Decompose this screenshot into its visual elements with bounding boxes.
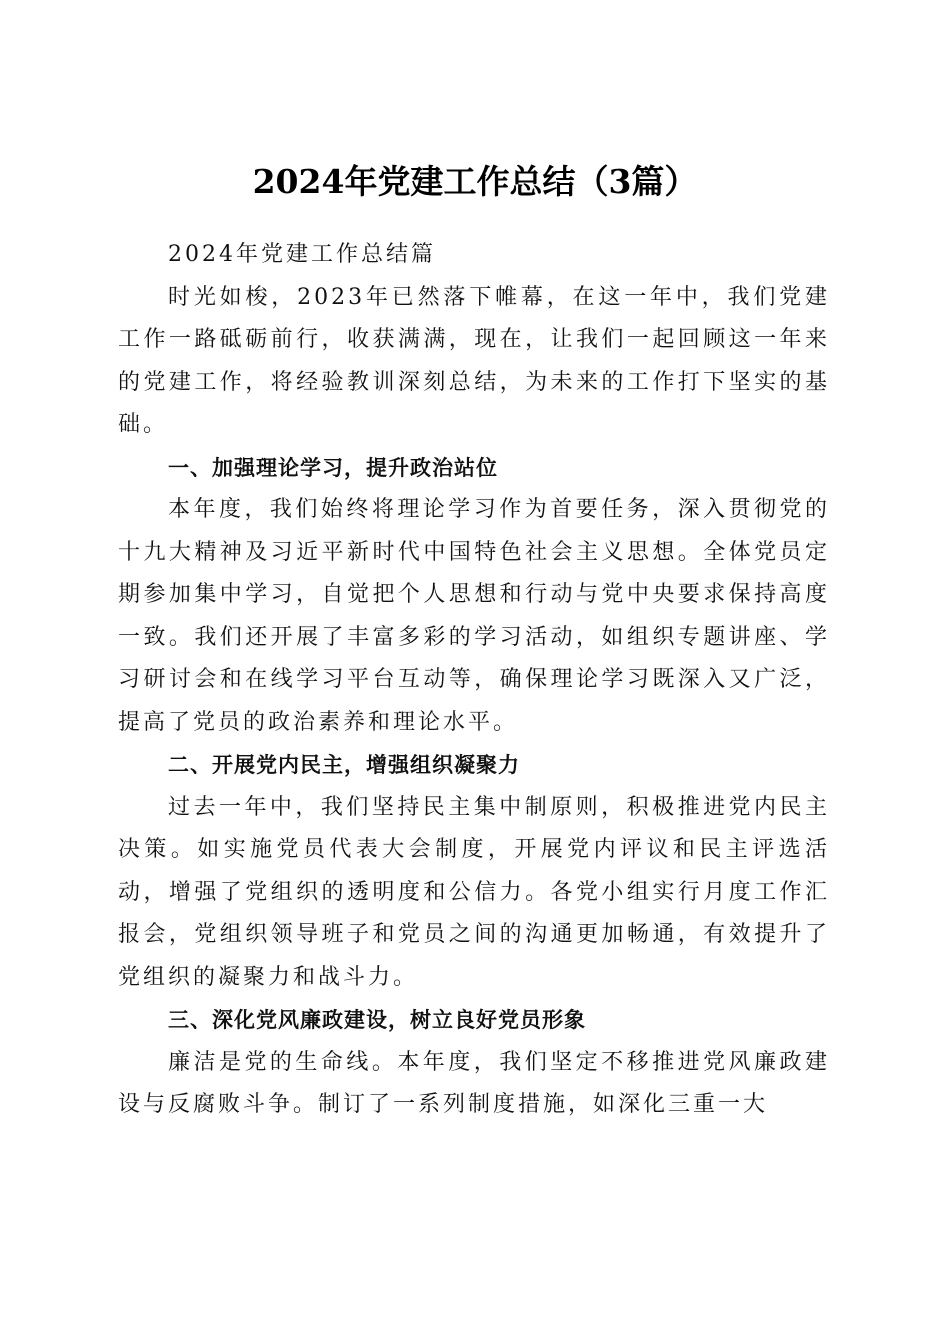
section-heading-2: 二、开展党内民主，增强组织凝聚力: [168, 753, 520, 777]
intro-paragraph: 时光如梭，2023年已然落下帷幕，在这一年中，我们党建工作一路砥砺前行，收获满满，现在，让我们一起回顾这一年来的党建工作，将经验教训深刻总结，为未来的工作打下坚实的基础。: [118, 284, 830, 437]
section-heading-1: 一、加强理论学习，提升政治站位: [168, 455, 498, 480]
section-heading-3: 三、深化党风廉政建设，树立良好党员形象: [168, 1008, 586, 1032]
document-body: [118, 234, 830, 1127]
section-paragraph-2: 过去一年中，我们坚持民主集中制原则，积极推进党内民主决策。如实施党员代表大会制度，开展党内评议和民主评选活动，增强了党组织的透明度和公信力。各党小组实行月度工作汇报会，党组织领导班子和党员之间的沟通更加畅通，有效提升了党组织的凝聚力和战斗力。: [118, 794, 830, 990]
section-paragraph-3: 廉洁是党的生命线。本年度，我们坚定不移推进党风廉政建设与反腐败斗争。制订了一系列制度措施，如深化三重一大: [118, 1049, 830, 1117]
document-title: 2024年党建工作总结（3篇）: [252, 162, 698, 202]
section-paragraph-1: 本年度，我们始终将理论学习作为首要任务，深入贯彻党的十九大精神及习近平新时代中国特色社会主义思想。全体党员定期参加集中学习，自觉把个人思想和行动与党中央要求保持高度一致。我们还开展了丰富多彩的学习活动，如组织专题讲座、学习研讨会和在线学习平台互动等，确保理论学习既深入又广泛，提高了党员的政治素养和理论水平。: [118, 497, 830, 735]
document-subtitle: 2024年党建工作总结篇: [168, 242, 436, 267]
